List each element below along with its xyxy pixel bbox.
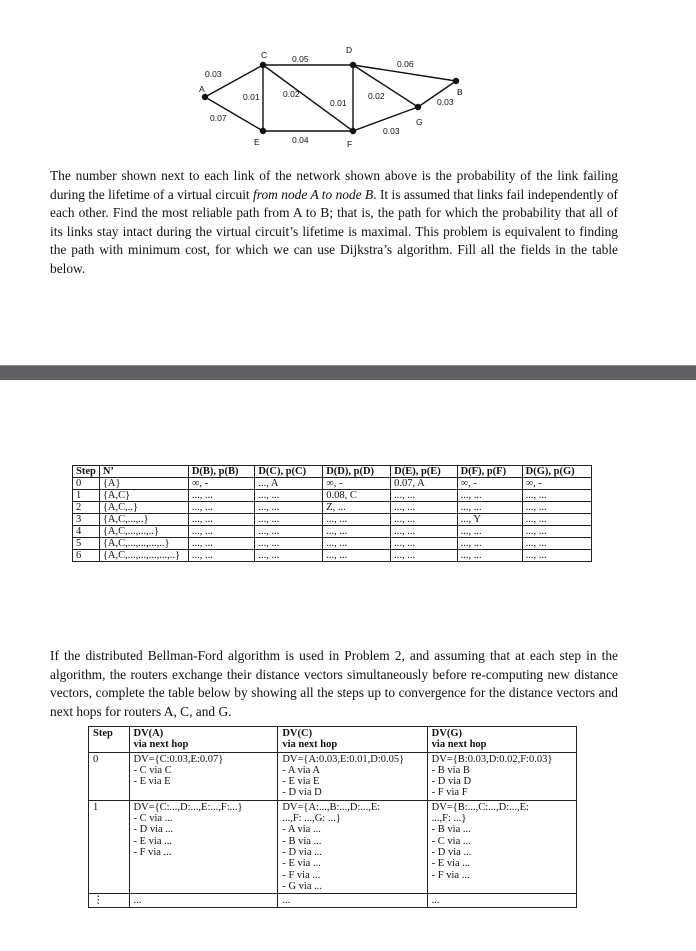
edge-label-E-F: 0.04	[292, 135, 309, 145]
table-cell[interactable]: ..., ...	[255, 490, 323, 502]
table-cell[interactable]: ..., ...	[522, 490, 591, 502]
dv-line: - D via D	[431, 776, 472, 788]
step-cell: 2	[73, 502, 100, 514]
table-cell[interactable]: ..., ...	[188, 526, 254, 538]
dv-line: ...	[133, 895, 142, 907]
header-cell: D(C), p(C)	[255, 466, 323, 478]
table-row	[73, 538, 592, 550]
dv-line: - C via ...	[431, 835, 471, 847]
node-label-F: F	[347, 139, 353, 149]
table-cell[interactable]: {A,C,..}	[99, 502, 188, 514]
header-cell: D(F), p(F)	[457, 466, 522, 478]
table-cell[interactable]: {A,C,...,...,...,...,..}	[99, 550, 188, 562]
edge-label-A-C: 0.03	[205, 69, 222, 79]
table-row	[73, 550, 592, 562]
dv-line: - E via ...	[282, 858, 321, 870]
dv-line: - E via ...	[133, 835, 172, 847]
step-cell: ⋮	[89, 894, 130, 908]
step-cell: 0	[89, 752, 130, 800]
dv-line: ...,F: ...,G: ...}	[282, 813, 341, 825]
page-divider	[0, 365, 696, 380]
table-cell[interactable]: 0.07, A	[391, 478, 457, 490]
edge-label-D-F: 0.01	[330, 98, 347, 108]
header-dv-g	[427, 727, 576, 753]
dv-line: ...,F: ...}	[431, 813, 467, 825]
table-cell[interactable]: ..., ...	[323, 514, 391, 526]
dv-line: - D via ...	[133, 824, 174, 836]
table-cell[interactable]: ..., ...	[457, 526, 522, 538]
node-F	[350, 128, 356, 134]
dv-line: - C via C	[133, 764, 172, 776]
table-cell[interactable]: ..., ...	[188, 538, 254, 550]
table-cell[interactable]: ∞, -	[323, 478, 391, 490]
node-B	[453, 78, 459, 84]
table-cell[interactable]: ..., ...	[457, 538, 522, 550]
dv-line: - D via D	[282, 787, 322, 799]
header-label: DV(C)	[282, 728, 313, 739]
dv-line: - B via ...	[282, 835, 322, 847]
dv-a-cell[interactable]	[129, 800, 278, 893]
paragraph-text: The number shown next to each link of the network shown above is the probability of the link failing during the lifetime of a virtual circuit	[50, 168, 618, 202]
dv-c-cell[interactable]	[278, 894, 427, 908]
node-E	[260, 128, 266, 134]
header-cell: D(B), p(B)	[188, 466, 254, 478]
table-cell[interactable]: ..., ...	[255, 502, 323, 514]
dv-line: DV={A:...,B:...,D:...,E:	[282, 801, 381, 813]
table-cell[interactable]: {A,C,...,...,..}	[99, 526, 188, 538]
node-C	[260, 62, 266, 68]
edge-label-C-E: 0.01	[243, 92, 260, 102]
table-row	[73, 478, 592, 490]
step-cell: 4	[73, 526, 100, 538]
table-cell[interactable]: ..., ...	[522, 538, 591, 550]
network-graph	[0, 0, 696, 160]
table-cell[interactable]: {A,C,...,..}	[99, 514, 188, 526]
dv-g-cell[interactable]	[427, 800, 576, 893]
dv-g-cell[interactable]	[427, 894, 576, 908]
table-cell[interactable]: ..., ...	[255, 526, 323, 538]
table-cell[interactable]: ..., ...	[522, 550, 591, 562]
paragraph-italic-text: from node A to node B	[253, 186, 374, 202]
dv-line: - A via ...	[282, 824, 321, 836]
table-cell[interactable]: ..., A	[255, 478, 323, 490]
table-cell[interactable]: ..., ...	[391, 538, 457, 550]
node-D	[350, 62, 356, 68]
table-cell[interactable]: ..., ...	[522, 514, 591, 526]
dv-a-cell[interactable]	[129, 894, 278, 908]
header-step: Step	[89, 727, 130, 753]
header-cell: D(G), p(G)	[522, 466, 591, 478]
table-cell[interactable]: ..., ...	[457, 502, 522, 514]
dv-a-cell[interactable]	[129, 752, 278, 800]
dv-line: - B via B	[431, 764, 470, 776]
node-label-C: C	[261, 50, 268, 60]
header-sublabel: via next hop	[282, 739, 338, 751]
edge-label-A-E: 0.07	[210, 113, 227, 123]
dv-line: - F via F	[431, 787, 468, 799]
bellman-ford-paragraph: If the distributed Bellman-Ford algorithm is used in Problem 2, and assuming that at each step in the algorithm, the routers exchange their distance vectors simultaneously before re-computing new distance vectors, complete the table below by showing all the steps up to convergence for the distance vectors and next hops for routers A, C, and G.	[50, 648, 618, 719]
dv-line: DV={A:0.03,E:0.01,D:0.05}	[282, 753, 405, 765]
table-cell[interactable]: ..., ...	[391, 490, 457, 502]
table-cell[interactable]: ..., ...	[188, 514, 254, 526]
table-cell[interactable]: ..., ...	[323, 538, 391, 550]
node-A	[202, 94, 208, 100]
table-cell[interactable]: {A}	[99, 478, 188, 490]
dv-line: DV={C:0.03,E:0.07}	[133, 753, 224, 765]
problem-paragraph	[50, 167, 618, 278]
edge-label-C-F: 0.02	[283, 89, 300, 99]
table-cell[interactable]: {A,C,...,...,...,..}	[99, 538, 188, 550]
dv-line: - C via ...	[133, 813, 173, 825]
dv-line: ...	[431, 895, 440, 907]
dv-line: ...	[282, 895, 291, 907]
table-row	[89, 800, 577, 893]
dv-line: - E via E	[282, 776, 320, 788]
step-cell: 3	[73, 514, 100, 526]
dv-c-cell[interactable]	[278, 800, 427, 893]
node-label-E: E	[254, 137, 260, 147]
step-cell: 6	[73, 550, 100, 562]
node-label-D: D	[346, 45, 353, 55]
table-cell[interactable]: ∞, -	[188, 478, 254, 490]
header-cell: Step	[73, 466, 100, 478]
table-header-row	[89, 727, 577, 753]
header-sublabel: via next hop	[431, 739, 487, 751]
step-cell: 1	[89, 800, 130, 893]
table-cell[interactable]: ..., ...	[457, 490, 522, 502]
edge-label-G-B: 0.03	[437, 97, 454, 107]
dv-line: - F via ...	[431, 869, 470, 881]
table-cell[interactable]: ..., ...	[457, 550, 522, 562]
step-cell: 1	[73, 490, 100, 502]
header-label: DV(A)	[133, 728, 164, 739]
dv-line: - D via ...	[282, 846, 322, 858]
table-row	[73, 526, 592, 538]
table-cell[interactable]: ..., ...	[522, 502, 591, 514]
table-cell[interactable]: ..., ...	[391, 502, 457, 514]
table-row	[89, 894, 577, 908]
node-label-G: G	[416, 117, 423, 127]
table-row	[73, 514, 592, 526]
edge-label-C-D: 0.05	[292, 54, 309, 64]
step-cell: 0	[73, 478, 100, 490]
header-label: DV(G)	[431, 728, 462, 739]
table-cell[interactable]: ..., ...	[522, 526, 591, 538]
dv-line: DV={B:...,C:...,D:...,E:	[431, 801, 529, 813]
header-cell: D(D), p(D)	[323, 466, 391, 478]
dv-line: - D via ...	[431, 846, 472, 858]
dv-line: DV={B:0.03,D:0.02,F:0.03}	[431, 753, 553, 765]
table-row	[89, 752, 577, 800]
dv-line: - B via ...	[431, 824, 471, 836]
paragraph-text: . It is assumed that links fail independently of each other. Find the most reliable path from A to B; that is, the path for which the probability that all of its links stay intact during the virtual circuit’s lifetime is maximal. This problem is equivalent to finding the path with minimum cost, for which we can use Dijkstra’s algorithm. Fill all the fields in the table below.	[50, 186, 618, 276]
table-cell[interactable]: ∞, -	[522, 478, 591, 490]
dv-c-cell[interactable]	[278, 752, 427, 800]
table-cell[interactable]: ..., ...	[323, 550, 391, 562]
table-cell[interactable]: ..., ...	[188, 490, 254, 502]
table-cell[interactable]: ∞, -	[457, 478, 522, 490]
dv-line: - E via ...	[431, 858, 471, 870]
header-cell: D(E), p(E)	[391, 466, 457, 478]
table-cell[interactable]: ..., ...	[391, 526, 457, 538]
bellman-ford-table	[88, 726, 577, 908]
table-cell[interactable]: ..., ...	[255, 514, 323, 526]
table-cell[interactable]: {A,C}	[99, 490, 188, 502]
table-cell[interactable]: Z, ...	[323, 502, 391, 514]
header-dv-c	[278, 727, 427, 753]
table-cell[interactable]: ..., Y	[457, 514, 522, 526]
table-row	[73, 502, 592, 514]
dv-line: - F via ...	[133, 846, 172, 858]
table-cell[interactable]: ..., ...	[391, 550, 457, 562]
dijkstra-table	[72, 465, 592, 562]
node-G	[415, 104, 421, 110]
edge-label-D-B: 0.06	[397, 59, 414, 69]
dv-line: - G via ...	[282, 880, 322, 892]
table-row	[73, 490, 592, 502]
edge-D-G	[353, 65, 418, 107]
table-cell[interactable]: ..., ...	[255, 538, 323, 550]
header-sublabel: via next hop	[133, 739, 189, 751]
dv-g-cell[interactable]	[427, 752, 576, 800]
header-dv-a	[129, 727, 278, 753]
edge-label-D-G: 0.02	[368, 91, 385, 101]
table-cell[interactable]: ..., ...	[323, 526, 391, 538]
dv-line: - F via ...	[282, 869, 321, 881]
dv-line: - A via A	[282, 764, 320, 776]
table-header-row	[73, 466, 592, 478]
node-label-A: A	[199, 84, 205, 94]
dv-line: DV={C:...,D:...,E:...,F:...}	[133, 801, 243, 813]
table-cell[interactable]: ..., ...	[188, 550, 254, 562]
table-cell[interactable]: ..., ...	[188, 502, 254, 514]
step-cell: 5	[73, 538, 100, 550]
table-cell[interactable]: ..., ...	[255, 550, 323, 562]
edge-label-F-G: 0.03	[383, 126, 400, 136]
header-cell: N’	[99, 466, 188, 478]
table-cell[interactable]: 0.08, C	[323, 490, 391, 502]
node-label-B: B	[457, 87, 463, 97]
table-cell[interactable]: ..., ...	[391, 514, 457, 526]
dv-line: - E via E	[133, 776, 171, 788]
